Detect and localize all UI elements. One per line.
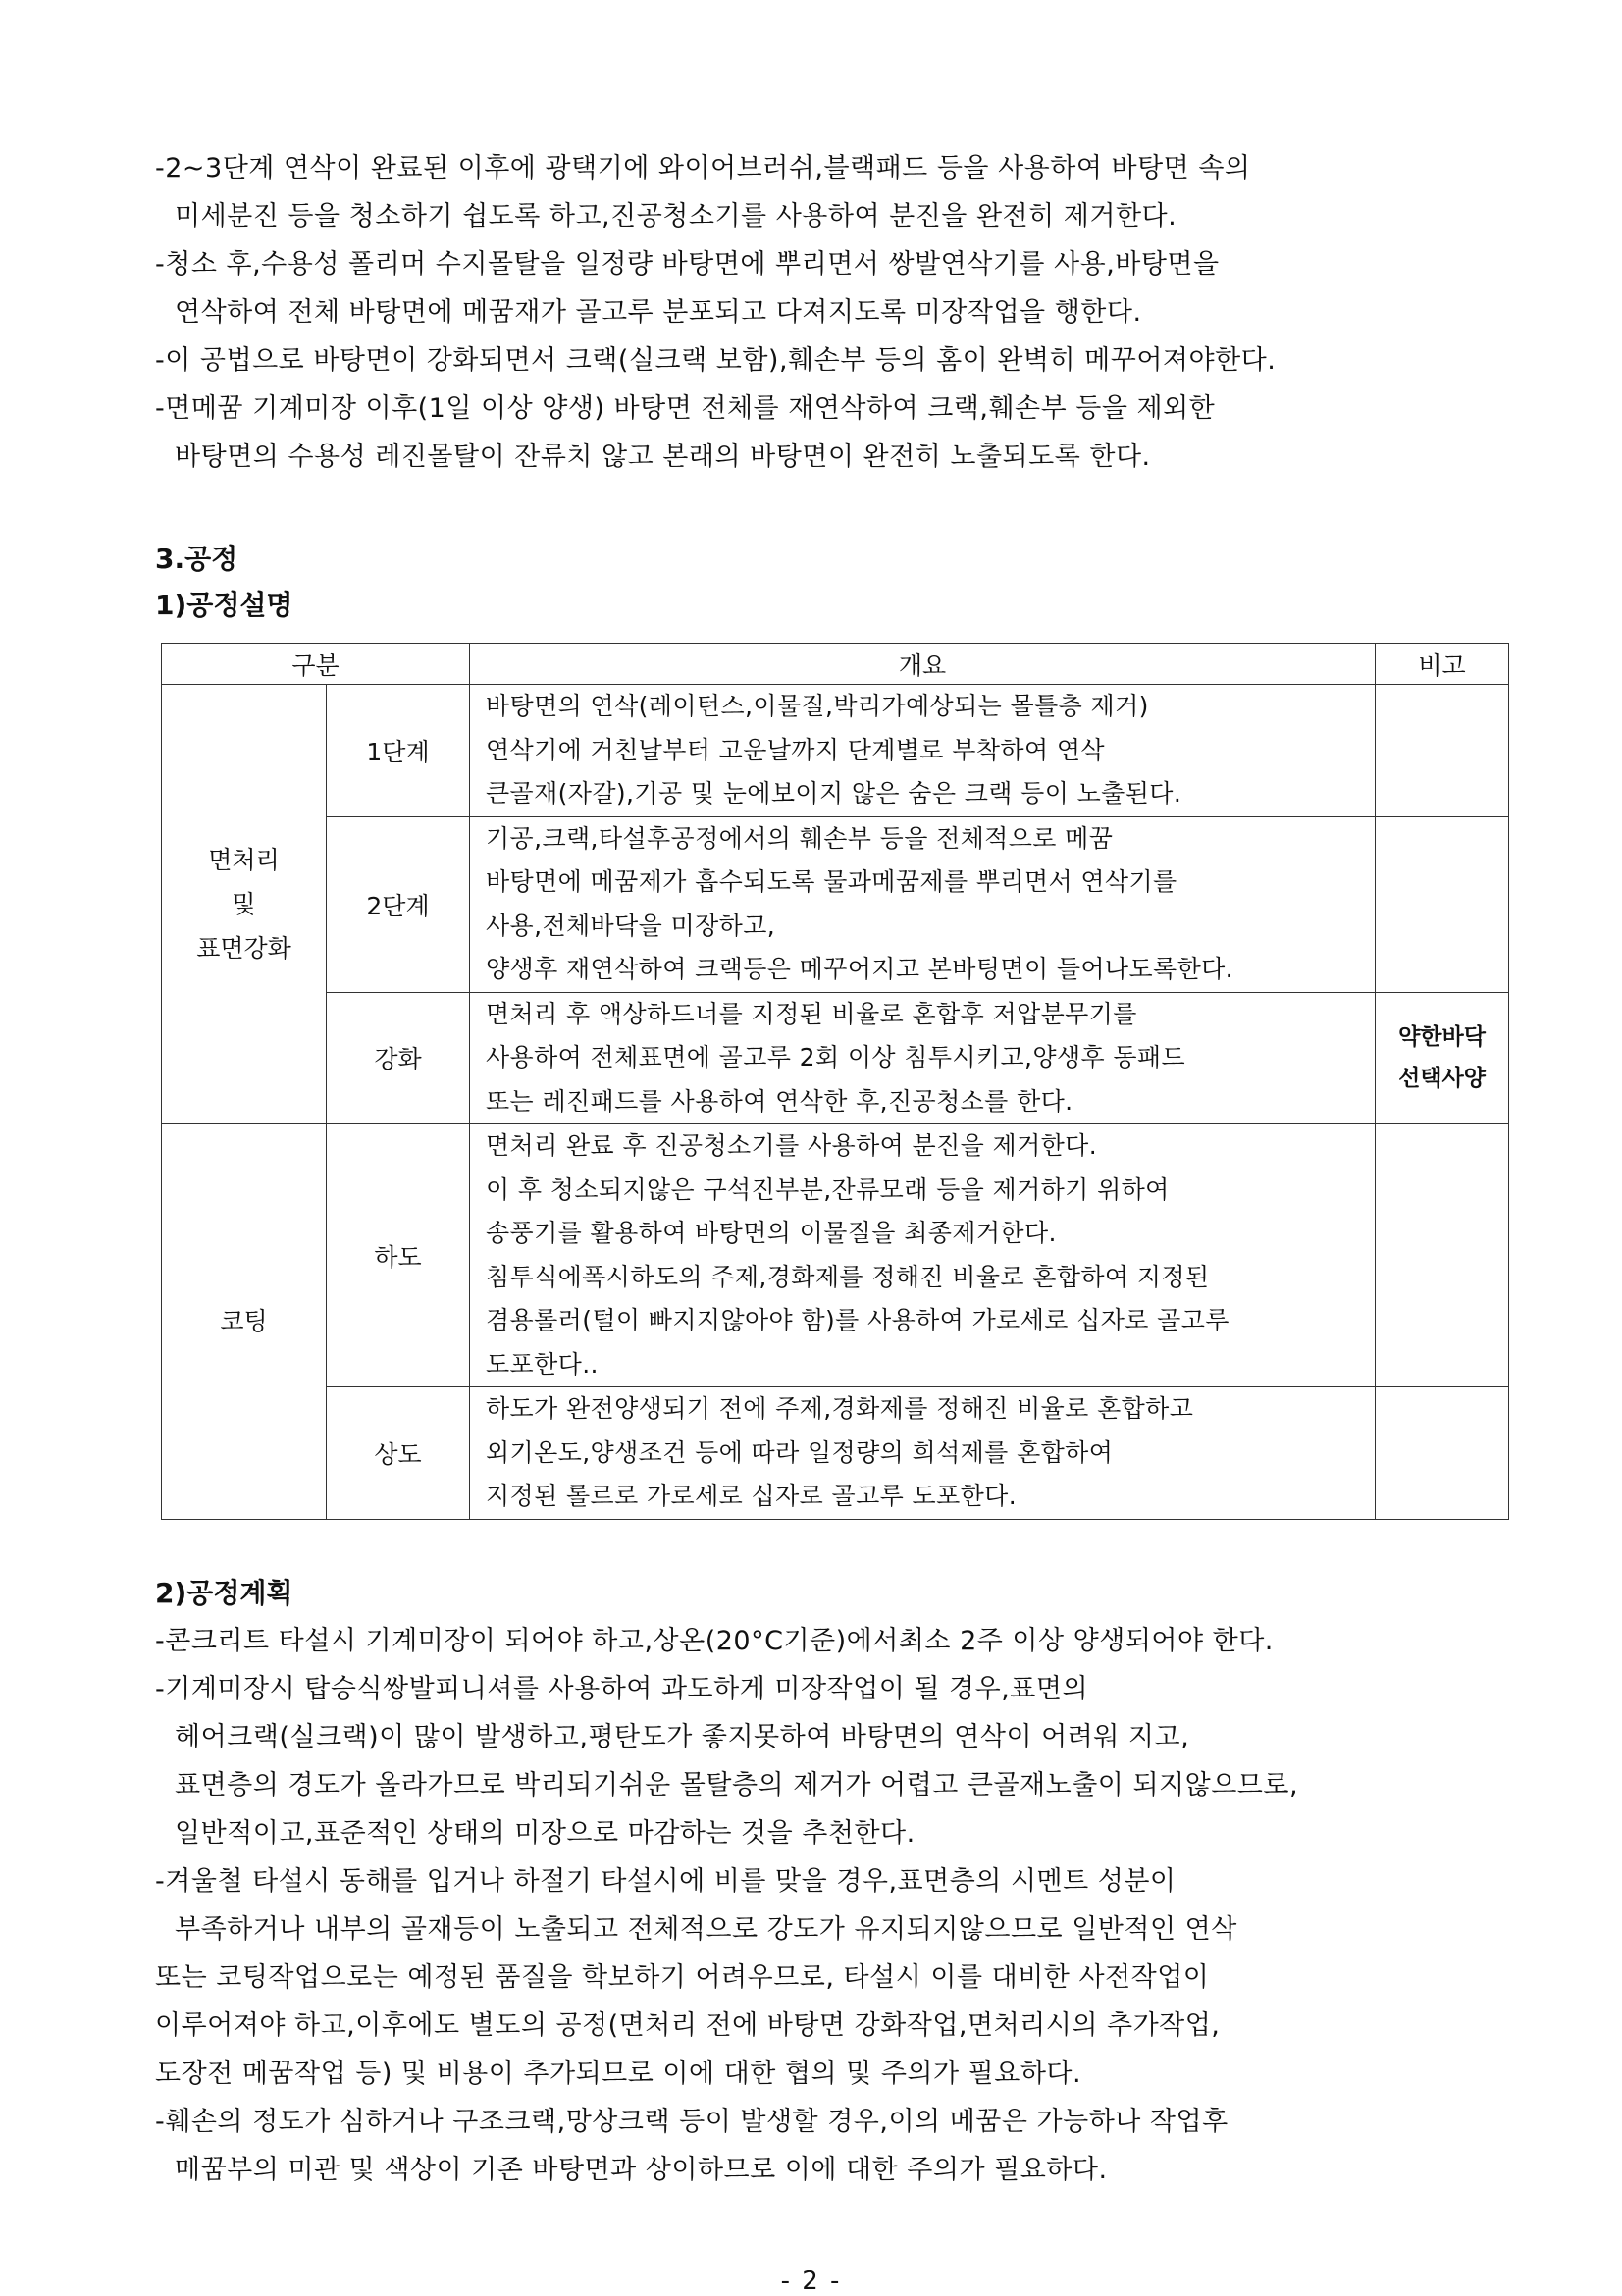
- step-label: 상도: [327, 1387, 470, 1520]
- text-line: 연삭하여 전체 바탕면에 메꿈재가 골고루 분포되고 다져지도록 미장작업을 행한다.: [175, 297, 1142, 328]
- desc-line: 지정된 롤르로 가로세로 십자로 골고루 도포한다.: [486, 1482, 1018, 1510]
- text-line: 메꿈부의 미관 및 색상이 기존 바탕면과 상이하므로 이에 대한 주의가 필요하다.: [175, 2155, 1108, 2185]
- step-label: 1단계: [327, 685, 470, 817]
- category-line: 표면강화: [196, 934, 291, 963]
- note-line: 약한바닥: [1398, 1024, 1486, 1051]
- step-label: 하도: [327, 1124, 470, 1387]
- header-summary: 개요: [470, 644, 1376, 685]
- desc-line: 도포한다..: [486, 1349, 599, 1379]
- text-line: 도장전 메꿈작업 등) 및 비용이 추가되므로 이에 대한 협의 및 주의가 필요하다.: [155, 2059, 1082, 2089]
- step-description: [470, 816, 1376, 992]
- process-plan-paragraph: [155, 1617, 1509, 2194]
- text-line: -콘크리트 타설시 기계미장이 되어야 하고,상온(20°C기준)에서최소 2주 이상 양생되어야 한다.: [155, 1626, 1274, 1656]
- desc-line: 큰골재(자갈),기공 및 눈에보이지 않은 숨은 크랙 등이 노출된다.: [486, 779, 1182, 808]
- desc-line: 양생후 재연삭하여 크랙등은 메꾸어지고 본바팅면이 들어나도록한다.: [486, 955, 1234, 983]
- step-description: [470, 1387, 1376, 1520]
- table-row: [162, 685, 1509, 817]
- category-cell-surface: [162, 685, 327, 1124]
- table-row: [162, 1387, 1509, 1520]
- header-note: 비고: [1376, 644, 1509, 685]
- table-header-row: [162, 644, 1509, 685]
- text-line: 표면층의 경도가 올라가므로 박리되기쉬운 몰탈층의 제거가 어렵고 큰골재노출이 되지않으므로,: [175, 1770, 1299, 1800]
- desc-line: 겸용롤러(털이 빠지지않아야 함)를 사용하여 가로세로 십자로 골고루: [486, 1306, 1230, 1334]
- text-line: 또는 코팅작업으로는 예정된 품질을 학보하기 어려우므로, 타설시 이를 대비한 사전작업이: [155, 1962, 1210, 1993]
- desc-line: 연삭기에 거친날부터 고운날까지 단계별로 부착하여 연삭: [486, 735, 1105, 764]
- desc-line: 또는 레진패드를 사용하여 연삭한 후,진공청소를 한다.: [486, 1086, 1073, 1116]
- category-line: 및: [232, 890, 256, 918]
- text-line: -훼손의 정도가 심하거나 구조크랙,망상크랙 등이 발생할 경우,이의 메꿈은 가능하나 작업후: [155, 2107, 1229, 2137]
- text-line: 일반적이고,표준적인 상태의 미장으로 마감하는 것을 추천한다.: [175, 1818, 916, 1849]
- desc-line: 기공,크랙,타설후공정에서의 훼손부 등을 전체적으로 메꿈: [486, 823, 1114, 853]
- desc-line: 바탕면에 메꿈제가 흡수되도록 물과메꿈제를 뿌리면서 연삭기를: [486, 867, 1177, 896]
- table-row: [162, 816, 1509, 992]
- table-row: [162, 1124, 1509, 1387]
- text-line: 미세분진 등을 청소하기 쉽도록 하고,진공청소기를 사용하여 분진을 완전히 제거한다.: [175, 201, 1177, 232]
- step-description: [470, 992, 1376, 1124]
- text-line: -청소 후,수용성 폴리머 수지몰탈을 일정량 바탕면에 뿌리면서 쌍발연삭기를 사용,바탕면을: [155, 249, 1220, 280]
- intro-paragraph: [155, 144, 1509, 481]
- step-label: 2단계: [327, 816, 470, 992]
- step-label: 강화: [327, 992, 470, 1124]
- desc-line: 송풍기를 활용하여 바탕면의 이물질을 최종제거한다.: [486, 1219, 1057, 1247]
- text-line: 바탕면의 수용성 레진몰탈이 잔류치 않고 본래의 바탕면이 완전히 노출되도록 한다.: [175, 442, 1151, 472]
- desc-line: 사용하여 전체표면에 골고루 2회 이상 침투시키고,양생후 동패드: [486, 1043, 1186, 1071]
- desc-line: 면처리 후 액상하드너를 지정된 비율로 혼합후 저압분무기를: [486, 999, 1137, 1028]
- text-line: -기계미장시 탑승식쌍발피니셔를 사용하여 과도하게 미장작업이 될 경우,표면의: [155, 1674, 1089, 1704]
- subsection-title-process-plan: 2)공정계획: [155, 1577, 293, 1609]
- category-line: 코팅: [220, 1307, 268, 1336]
- note-cell: [1376, 992, 1509, 1124]
- text-line: 이루어져야 하고,이후에도 별도의 공정(면처리 전에 바탕면 강화작업,면처리시의 추가작업,: [155, 2010, 1221, 2041]
- step-description: [470, 1124, 1376, 1387]
- desc-line: 하도가 완전양생되기 전에 주제,경화제를 정해진 비율로 혼합하고: [486, 1394, 1194, 1423]
- category-line: 면처리: [208, 846, 280, 874]
- text-line: -면메꿈 기계미장 이후(1일 이상 양생) 바탕면 전체를 재연삭하여 크랙,훼손부 등을 제외한: [155, 393, 1216, 424]
- note-cell: [1376, 1387, 1509, 1520]
- desc-line: 침투식에폭시하도의 주제,경화제를 정해진 비율로 혼합하여 지정된: [486, 1262, 1210, 1291]
- desc-line: 외기온도,양생조건 등에 따라 일정량의 희석제를 혼합하여: [486, 1437, 1114, 1467]
- desc-line: 바탕면의 연삭(레이턴스,이물질,박리가예상되는 몰틀층 제거): [486, 692, 1149, 720]
- process-table: [161, 643, 1509, 1520]
- desc-line: 면처리 완료 후 진공청소기를 사용하여 분진을 제거한다.: [486, 1131, 1098, 1160]
- table-row: [162, 992, 1509, 1124]
- header-category: 구분: [162, 644, 470, 685]
- note-cell: [1376, 1124, 1509, 1387]
- step-description: [470, 685, 1376, 817]
- desc-line: 사용,전체바닥을 미장하고,: [486, 911, 776, 940]
- subsection-title-process-description: 1)공정설명: [155, 589, 293, 621]
- text-line: 부족하거나 내부의 골재등이 노출되고 전체적으로 강도가 유지되지않으므로 일반적인 연삭: [175, 1914, 1237, 1945]
- category-cell-coating: [162, 1124, 327, 1520]
- section-title: 3.공정: [155, 543, 238, 575]
- text-line: -이 공법으로 바탕면이 강화되면서 크랙(실크랙 보함),훼손부 등의 홈이 완벽히 메꾸어져야한다.: [155, 345, 1277, 376]
- note-cell: [1376, 816, 1509, 992]
- note-cell: [1376, 685, 1509, 817]
- text-line: -2~3단계 연삭이 완료된 이후에 광택기에 와이어브러쉬,블랙패드 등을 사용하여 바탕면 속의: [155, 153, 1251, 183]
- text-line: -겨울철 타설시 동해를 입거나 하절기 타설시에 비를 맞을 경우,표면층의 시멘트 성분이: [155, 1866, 1177, 1897]
- page-number: - 2 -: [780, 2267, 842, 2296]
- desc-line: 이 후 청소되지않은 구석진부분,잔류모래 등을 제거하기 위하여: [486, 1174, 1170, 1204]
- text-line: 헤어크랙(실크랙)이 많이 발생하고,평탄도가 좋지못하여 바탕면의 연삭이 어려워 지고,: [175, 1722, 1190, 1752]
- note-line: 선택사양: [1398, 1066, 1486, 1092]
